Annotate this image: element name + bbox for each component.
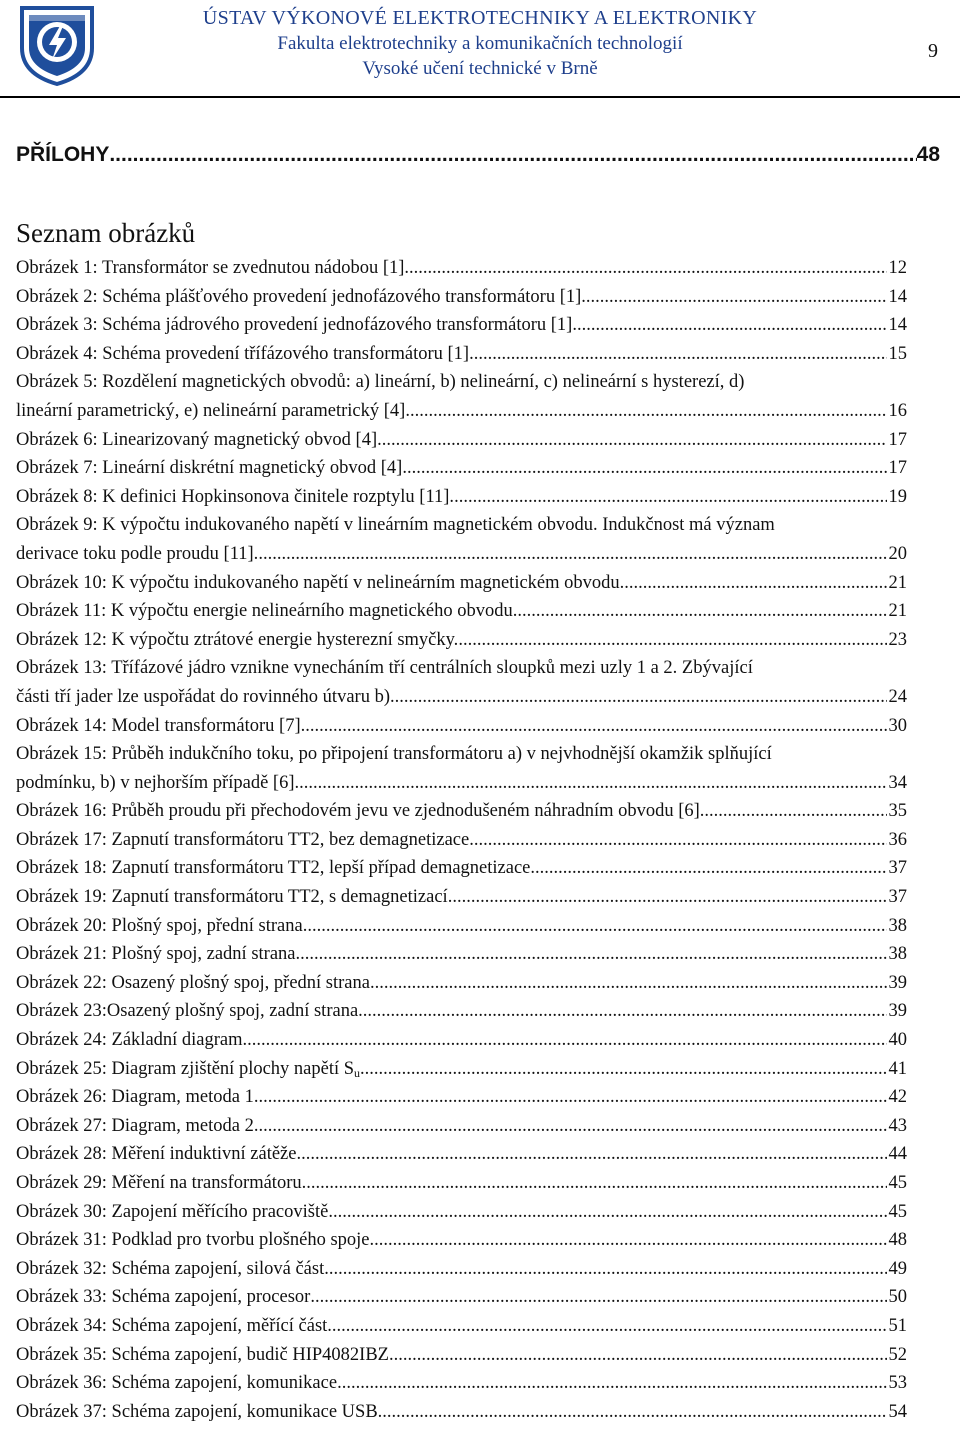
university-logo-icon bbox=[18, 4, 96, 86]
figure-caption bbox=[16, 1226, 370, 1255]
figure-caption bbox=[16, 1083, 254, 1112]
figure-caption bbox=[16, 1198, 328, 1227]
figure-caption bbox=[16, 912, 303, 941]
figure-list-item[interactable] bbox=[16, 426, 907, 455]
page-header bbox=[0, 0, 960, 98]
dot-leader bbox=[474, 340, 887, 369]
dot-leader bbox=[409, 254, 886, 283]
figure-list-item[interactable] bbox=[16, 597, 907, 626]
dot-leader bbox=[586, 283, 887, 312]
figure-caption-text: Obrázek 8: K definici Hopkinsonova činitele rozptylu [11]. bbox=[16, 486, 455, 507]
dot-leader bbox=[454, 483, 886, 512]
figure-caption-text: Obrázek 19: Zapnutí transformátoru TT2, s demagnetizací bbox=[16, 887, 448, 908]
dot-leader bbox=[530, 854, 886, 883]
figure-caption-text: Obrázek 37: Schéma zapojení, komunikace USB bbox=[16, 1401, 378, 1422]
figure-page-number: 45 bbox=[888, 1201, 907, 1222]
figure-page-number: 17 bbox=[888, 429, 907, 450]
figure-list-item[interactable] bbox=[16, 1112, 907, 1141]
figure-list-item[interactable] bbox=[16, 826, 907, 855]
dot-leader bbox=[382, 426, 887, 455]
figure-page-number: 40 bbox=[888, 1030, 907, 1051]
figure-caption-text: Obrázek 2: Schéma plášťového provedení jednofázového transformátoru [1]. bbox=[16, 286, 586, 307]
figure-caption-text: Obrázek 10: K výpočtu indukovaného napětí v nelineárním magnetickém obvodu. bbox=[16, 572, 625, 593]
figure-caption-text: Obrázek 12: K výpočtu ztrátové energie hysterezní smyčky. bbox=[16, 629, 459, 650]
figure-caption bbox=[16, 712, 301, 741]
figure-page-number: 34 bbox=[888, 772, 907, 793]
figure-page-number: 24 bbox=[888, 686, 907, 707]
figure-caption bbox=[16, 426, 382, 455]
figure-caption-text: Obrázek 22: Osazený plošný spoj, přední strana. bbox=[16, 972, 375, 993]
figure-caption bbox=[16, 997, 358, 1026]
figure-list-item[interactable] bbox=[16, 740, 907, 797]
dot-leader bbox=[300, 940, 886, 969]
figure-caption-text: Obrázek 14: Model transformátoru [7] bbox=[16, 715, 301, 736]
dot-leader bbox=[469, 826, 886, 855]
figure-page-number: 21 bbox=[888, 601, 907, 622]
dot-leader bbox=[258, 540, 886, 569]
figure-caption bbox=[16, 883, 448, 912]
figure-page-number: 21 bbox=[888, 572, 907, 593]
figure-page-number: 17 bbox=[888, 458, 907, 479]
figure-caption bbox=[16, 1169, 302, 1198]
figure-caption-row bbox=[16, 769, 907, 798]
figure-caption bbox=[16, 483, 454, 512]
appendix-toc-entry[interactable] bbox=[16, 143, 940, 167]
figure-page-number: 30 bbox=[888, 715, 907, 736]
list-of-figures-title: Seznam obrázků bbox=[16, 218, 196, 248]
figure-caption-text: Obrázek 17: Zapnutí transformátoru TT2, bez demagnetizace bbox=[16, 829, 470, 850]
figure-page-number: 15 bbox=[888, 343, 907, 364]
figure-caption bbox=[16, 1398, 378, 1427]
figure-list-item[interactable] bbox=[16, 1398, 907, 1427]
figure-caption-row bbox=[16, 397, 907, 426]
figure-caption-text: Obrázek 24: Základní diagram bbox=[16, 1030, 243, 1051]
dot-leader bbox=[378, 1398, 887, 1427]
figure-caption-text: Obrázek 21: Plošný spoj, zadní strana. bbox=[16, 944, 301, 965]
figure-page-number: 44 bbox=[888, 1144, 907, 1165]
figure-caption bbox=[16, 1055, 360, 1084]
figure-page-number: 20 bbox=[888, 543, 907, 564]
dot-leader bbox=[301, 712, 887, 741]
figure-caption-text: Obrázek 20: Plošný spoj, přední strana bbox=[16, 915, 303, 936]
figure-caption bbox=[16, 797, 704, 826]
subscript: u bbox=[354, 1065, 361, 1080]
figure-caption-text: Obrázek 33: Schéma zapojení, procesor bbox=[16, 1287, 311, 1308]
dot-leader bbox=[254, 1112, 887, 1141]
dot-leader bbox=[337, 1369, 886, 1398]
figure-caption bbox=[16, 283, 586, 312]
figure-caption-text: Obrázek 3: Schéma jádrového provedení jednofázového transformátoru [1]. bbox=[16, 315, 577, 336]
institute-name: ÚSTAV VÝKONOVÉ ELEKTROTECHNIKY A ELEKTRONIKY bbox=[202, 7, 758, 29]
faculty-name: Fakulta elektrotechniky a komunikačních technologií bbox=[277, 33, 683, 54]
dot-leader bbox=[254, 1083, 887, 1112]
figure-page-number: 51 bbox=[888, 1315, 907, 1336]
figure-caption: části tří jader lze uspořádat do rovinného útvaru b). bbox=[16, 686, 395, 707]
figure-list-item[interactable] bbox=[16, 1055, 907, 1084]
dot-leader bbox=[358, 997, 886, 1026]
figure-list-item[interactable] bbox=[16, 1255, 907, 1284]
figure-caption-line: Obrázek 5: Rozdělení magnetických obvodů: a) lineární, b) nelineární, c) nelineární s hysterezí, d) bbox=[16, 372, 745, 393]
figure-page-number: 38 bbox=[888, 944, 907, 965]
dot-leader bbox=[310, 1283, 886, 1312]
figure-list-item[interactable] bbox=[16, 340, 907, 369]
dot-leader bbox=[109, 143, 916, 167]
figure-caption bbox=[16, 940, 300, 969]
figure-list-item[interactable] bbox=[16, 254, 907, 283]
figure-page-number: 19 bbox=[888, 486, 907, 507]
figure-list-item[interactable] bbox=[16, 797, 907, 826]
figure-caption-text: Obrázek 1: Transformátor se zvednutou nádobou [1]. bbox=[16, 258, 410, 278]
figure-list-item[interactable] bbox=[16, 940, 907, 969]
figure-page-number: 14 bbox=[888, 315, 907, 336]
figure-caption-line: Obrázek 9: K výpočtu indukovaného napětí v lineárním magnetickém obvodu. Indukčnost má význam bbox=[16, 515, 775, 536]
figure-caption bbox=[16, 1369, 337, 1398]
dot-leader bbox=[407, 454, 887, 483]
figure-caption bbox=[16, 626, 458, 655]
dot-leader bbox=[302, 1169, 887, 1198]
dot-leader bbox=[395, 683, 887, 712]
dot-leader bbox=[624, 569, 886, 598]
figure-caption: lineární parametrický, e) nelineární parametrický [4]. bbox=[16, 400, 410, 421]
figure-page-number: 14 bbox=[888, 286, 907, 307]
figure-list-item[interactable] bbox=[16, 1226, 907, 1255]
page-number: 9 bbox=[928, 40, 938, 62]
figure-page-number: 39 bbox=[888, 1001, 907, 1022]
figure-list-item[interactable] bbox=[16, 854, 907, 883]
figure-list-item[interactable] bbox=[16, 1283, 907, 1312]
figure-page-number: 53 bbox=[888, 1373, 907, 1394]
figure-list-item[interactable] bbox=[16, 283, 907, 312]
figure-list-item[interactable] bbox=[16, 1083, 907, 1112]
figure-caption bbox=[16, 826, 469, 855]
figure-list-item[interactable] bbox=[16, 654, 907, 711]
figure-caption bbox=[16, 854, 530, 883]
figure-page-number: 37 bbox=[888, 858, 907, 879]
figure-list-item[interactable] bbox=[16, 1198, 907, 1227]
dot-leader bbox=[324, 1255, 886, 1284]
dot-leader bbox=[389, 1341, 887, 1370]
figure-caption-text: Obrázek 26: Diagram, metoda 1 bbox=[16, 1087, 254, 1108]
figure-caption: derivace toku podle proudu [11]. bbox=[16, 543, 259, 564]
header-text bbox=[120, 6, 840, 81]
figure-list-item[interactable] bbox=[16, 368, 907, 425]
figure-list-item[interactable] bbox=[16, 1312, 907, 1341]
dot-leader bbox=[410, 397, 887, 426]
dot-leader bbox=[296, 1140, 886, 1169]
figure-caption bbox=[16, 1140, 296, 1169]
figure-caption-text: Obrázek 6: Linearizovaný magnetický obvod [4]. bbox=[16, 429, 382, 450]
figure-page-number: 39 bbox=[888, 972, 907, 993]
figure-caption bbox=[16, 597, 517, 626]
dot-leader bbox=[328, 1198, 886, 1227]
figure-caption bbox=[16, 1312, 327, 1341]
figure-caption: podmínku, b) v nejhorším případě [6]. bbox=[16, 772, 300, 793]
figure-caption-text: Obrázek 31: Podklad pro tvorbu plošného spoje bbox=[16, 1230, 370, 1251]
list-of-figures bbox=[16, 254, 907, 1426]
figure-page-number: 23 bbox=[888, 629, 907, 650]
figure-page-number: 37 bbox=[888, 887, 907, 908]
figure-page-number: 35 bbox=[888, 801, 907, 822]
dot-leader bbox=[704, 797, 886, 826]
figure-caption-line: Obrázek 15: Průběh indukčního toku, po připojení transformátoru a) v nejvhodnější okamžik splňující bbox=[16, 744, 772, 765]
figure-page-number: 36 bbox=[888, 829, 907, 850]
figure-caption bbox=[16, 1341, 389, 1370]
figure-list-item[interactable] bbox=[16, 997, 907, 1026]
figure-page-number: 43 bbox=[888, 1115, 907, 1136]
figure-caption-text: Obrázek 27: Diagram, metoda 2 bbox=[16, 1115, 254, 1136]
figure-caption-text: Obrázek 16: Průběh proudu při přechodovém jevu ve zjednodušeném náhradním obvodu [6]. bbox=[16, 801, 705, 822]
dot-leader bbox=[303, 912, 887, 941]
figure-list-item[interactable] bbox=[16, 712, 907, 741]
figure-caption-text: Obrázek 11: K výpočtu energie nelineárního magnetického obvodu. bbox=[16, 601, 518, 622]
figure-caption-text: Obrázek 35: Schéma zapojení, budič HIP4082IBZ bbox=[16, 1344, 389, 1365]
figure-caption-text: Obrázek 18: Zapnutí transformátoru TT2, lepší případ demagnetizace bbox=[16, 858, 531, 879]
figure-list-item[interactable] bbox=[16, 1026, 907, 1055]
figure-caption-text: Obrázek 28: Měření induktivní zátěže bbox=[16, 1144, 297, 1165]
figure-page-number: 54 bbox=[888, 1401, 907, 1422]
figure-list-item[interactable] bbox=[16, 912, 907, 941]
figure-caption-text: Obrázek 36: Schéma zapojení, komunikace bbox=[16, 1373, 338, 1394]
dot-leader bbox=[448, 883, 887, 912]
figure-caption-text: Obrázek 25: Diagram zjištění plochy napětí S bbox=[16, 1058, 355, 1079]
figure-caption-text: Obrázek 30: Zapojení měřícího pracoviště bbox=[16, 1201, 329, 1222]
figure-list-item[interactable] bbox=[16, 311, 907, 340]
dot-leader bbox=[577, 311, 887, 340]
figure-page-number: 38 bbox=[888, 915, 907, 936]
figure-page-number: 41 bbox=[888, 1058, 907, 1079]
figure-page-number: 50 bbox=[888, 1287, 907, 1308]
dot-leader bbox=[299, 769, 886, 798]
figure-caption bbox=[16, 1026, 243, 1055]
university-name: Vysoké učení technické v Brně bbox=[362, 58, 598, 79]
figure-list-item[interactable] bbox=[16, 569, 907, 598]
figure-list-item[interactable] bbox=[16, 1341, 907, 1370]
figure-page-number: 12 bbox=[888, 258, 907, 278]
dot-leader bbox=[370, 1226, 887, 1255]
dot-leader bbox=[360, 1055, 886, 1084]
figure-caption bbox=[16, 569, 624, 598]
figure-list-item[interactable] bbox=[16, 511, 907, 568]
figure-list-item[interactable] bbox=[16, 883, 907, 912]
figure-caption bbox=[16, 1112, 254, 1141]
figure-caption-text: Obrázek 23:Osazený plošný spoj, zadní strana bbox=[16, 1001, 359, 1022]
dot-leader bbox=[375, 969, 887, 998]
figure-caption bbox=[16, 1255, 324, 1284]
figure-caption-text: Obrázek 32: Schéma zapojení, silová část bbox=[16, 1258, 325, 1279]
figure-page-number: 49 bbox=[888, 1258, 907, 1279]
figure-list-item[interactable] bbox=[16, 1369, 907, 1398]
figure-list-item[interactable] bbox=[16, 1140, 907, 1169]
figure-caption-text: Obrázek 34: Schéma zapojení, měřící část bbox=[16, 1315, 328, 1336]
figure-caption bbox=[16, 254, 409, 283]
figure-list-item[interactable] bbox=[16, 454, 907, 483]
appendix-label: PŘÍLOHY bbox=[16, 143, 110, 166]
figure-list-item[interactable] bbox=[16, 969, 907, 998]
figure-caption-row bbox=[16, 540, 907, 569]
dot-leader bbox=[458, 626, 886, 655]
figure-page-number: 45 bbox=[888, 1173, 907, 1193]
figure-caption bbox=[16, 311, 577, 340]
dot-leader bbox=[517, 597, 886, 626]
figure-list-item[interactable] bbox=[16, 1169, 907, 1198]
figure-caption bbox=[16, 340, 474, 369]
figure-caption-text: Obrázek 29: Měření na transformátoru bbox=[16, 1173, 302, 1193]
figure-caption-row bbox=[16, 683, 907, 712]
figure-caption bbox=[16, 969, 375, 998]
figure-caption bbox=[16, 454, 407, 483]
figure-page-number: 48 bbox=[888, 1230, 907, 1251]
figure-caption-line: Obrázek 13: Třífázové jádro vznikne vynecháním tří centrálních sloupků mezi uzly 1 a 2. Zbývající bbox=[16, 658, 753, 679]
appendix-page: 48 bbox=[916, 143, 940, 166]
figure-page-number: 16 bbox=[888, 400, 907, 421]
figure-page-number: 52 bbox=[888, 1344, 907, 1365]
figure-caption-text: Obrázek 4: Schéma provedení třífázového transformátoru [1]. bbox=[16, 343, 474, 364]
figure-list-item[interactable] bbox=[16, 483, 907, 512]
dot-leader bbox=[327, 1312, 886, 1341]
figure-caption-text: Obrázek 7: Lineární diskrétní magnetický obvod [4]. bbox=[16, 458, 407, 479]
figure-list-item[interactable] bbox=[16, 626, 907, 655]
figure-page-number: 42 bbox=[888, 1087, 907, 1108]
dot-leader bbox=[243, 1026, 887, 1055]
figure-caption bbox=[16, 1283, 310, 1312]
